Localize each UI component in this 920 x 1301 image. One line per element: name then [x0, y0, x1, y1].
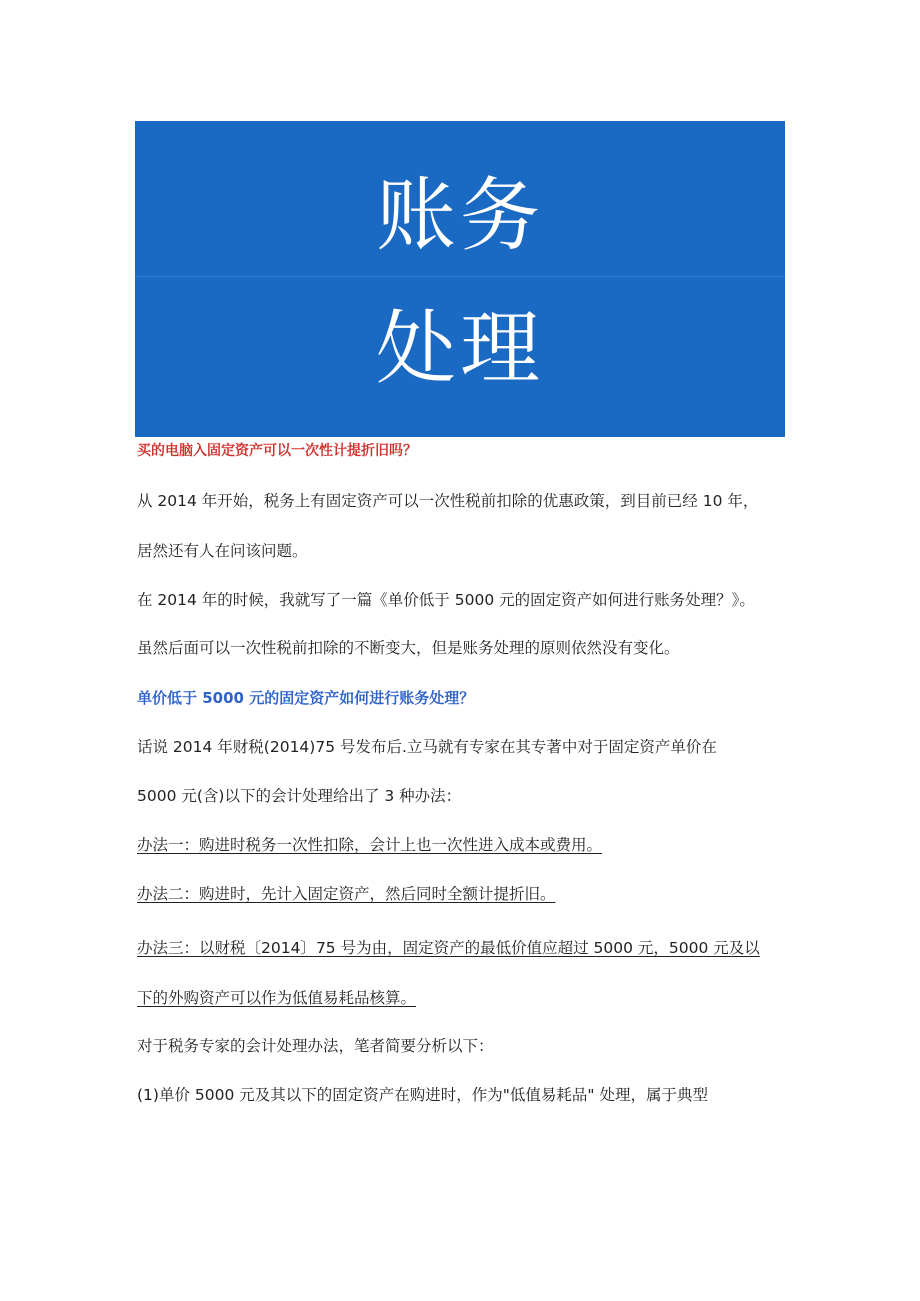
paragraph-3: 在 2014 年的时候，我就写了一篇《单价低于 5000 元的固定资产如何进行账务处理？》。 — [137, 591, 755, 609]
title-banner — [135, 121, 785, 437]
method-3-line-1: 办法三：以财税〔2014〕75 号为由，固定资产的最低价值应超过 5000 元，5000 元及以 — [137, 939, 760, 957]
method-3-line-2: 下的外购资产可以作为低值易耗品核算。 — [137, 989, 417, 1007]
paragraph-2: 居然还有人在问该问题。 — [137, 542, 308, 560]
paragraph-1: 从 2014 年开始，税务上有固定资产可以一次性税前扣除的优惠政策，到目前已经 10 年， — [137, 492, 759, 510]
banner-divider — [135, 276, 785, 277]
paragraph-4: 虽然后面可以一次性税前扣除的不断变大，但是账务处理的原则依然没有变化。 — [137, 639, 680, 657]
paragraph-8: (1)单价 5000 元及其以下的固定资产在购进时，作为"低值易耗品" 处理，属于典型 — [137, 1086, 708, 1104]
paragraph-5: 话说 2014 年财税(2014)75 号发布后.立马就有专家在其专著中对于固定资产单价在 — [137, 738, 717, 756]
banner-title-line-2: 处理 — [376, 302, 544, 395]
section-heading: 单价低于 5000 元的固定资产如何进行账务处理？ — [137, 689, 475, 707]
banner-title-line-1: 账务 — [376, 169, 544, 262]
paragraph-6: 5000 元(含)以下的会计处理给出了 3 种办法： — [137, 787, 462, 805]
question-heading: 买的电脑入固定资产可以一次性计提折旧吗？ — [137, 443, 417, 459]
method-1: 办法一：购进时税务一次性扣除，会计上也一次性进入成本或费用。 — [137, 836, 603, 854]
paragraph-7: 对于税务专家的会计处理办法，笔者简要分析以下： — [137, 1037, 494, 1055]
method-2: 办法二：购进时，先计入固定资产，然后同时全额计提折旧。 — [137, 885, 556, 903]
